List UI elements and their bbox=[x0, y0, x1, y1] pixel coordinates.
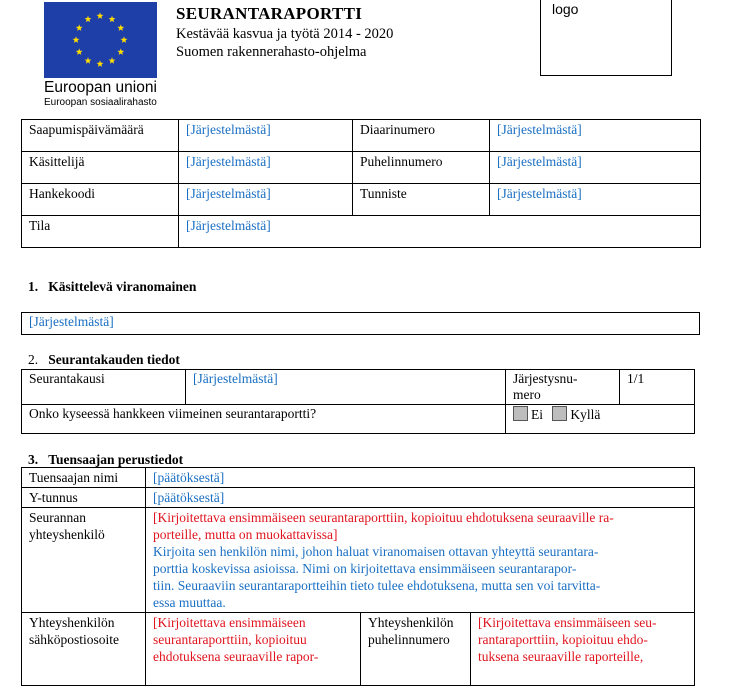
eu-star-icon bbox=[109, 16, 116, 23]
beneficiary-row bbox=[22, 613, 695, 686]
meta-value-field[interactable]: [Järjestelmästä] bbox=[179, 184, 353, 216]
instruction-text: porteille, mutta on muokattavissa] bbox=[153, 527, 338, 542]
option-kylla-label: Kyllä bbox=[570, 407, 601, 422]
beneficiary-label: Tuensaajan nimi bbox=[22, 468, 146, 488]
beneficiary-table bbox=[21, 467, 695, 686]
section-title: Seurantakauden tiedot bbox=[48, 352, 180, 367]
period-label: Seurantakausi bbox=[22, 370, 186, 405]
beneficiary-label bbox=[22, 508, 146, 613]
eu-star-icon bbox=[97, 60, 104, 67]
eu-star-icon bbox=[117, 48, 124, 55]
order-label-line: Järjestysnu- bbox=[513, 371, 578, 386]
label-line: sähköpostiosoite bbox=[29, 632, 119, 647]
section-title: Käsittelevä viranomainen bbox=[48, 279, 197, 294]
ytunnus-field[interactable]: [päätöksestä] bbox=[146, 488, 695, 508]
instruction-text: [Kirjoitettava ensimmäiseen seurantaraporttiin, kopioituu ehdotuksena seuraaville ra- bbox=[153, 510, 614, 525]
tila-value-field[interactable]: [Järjestelmästä] bbox=[179, 216, 701, 248]
meta-value-field[interactable]: [Järjestelmästä] bbox=[490, 120, 701, 152]
meta-row bbox=[22, 120, 701, 152]
eu-star-icon bbox=[76, 24, 83, 31]
help-text: essa muuttaa. bbox=[153, 595, 226, 610]
order-label bbox=[506, 370, 620, 405]
eu-star-icon bbox=[109, 57, 116, 64]
logo-placeholder bbox=[540, 0, 672, 76]
meta-table bbox=[21, 119, 701, 248]
meta-row bbox=[22, 152, 701, 184]
label-line: Yhteyshenkilön bbox=[368, 615, 454, 630]
instruction-text: [Kirjoitettava ensimmäiseen bbox=[153, 615, 306, 630]
beneficiary-row bbox=[22, 508, 695, 613]
label-line: Seurannan bbox=[29, 510, 86, 525]
meta-row-tila bbox=[22, 216, 701, 248]
eu-star-icon bbox=[76, 48, 83, 55]
instruction-text: seurantaraporttiin, kopioituu bbox=[153, 632, 307, 647]
meta-label: Käsittelijä bbox=[22, 152, 179, 184]
meta-row bbox=[22, 184, 701, 216]
meta-label: Diaarinumero bbox=[353, 120, 490, 152]
eu-stars-icon bbox=[44, 2, 157, 78]
order-label-line: mero bbox=[513, 387, 541, 402]
section-number: 2. bbox=[28, 352, 39, 367]
eu-star-icon bbox=[117, 24, 124, 31]
period-table bbox=[21, 369, 695, 434]
meta-value-field[interactable]: [Järjestelmästä] bbox=[490, 184, 701, 216]
meta-label: Hankekoodi bbox=[22, 184, 179, 216]
label-line: Yhteyshenkilön bbox=[29, 615, 115, 630]
instruction-text: [Kirjoitettava ensimmäiseen seu- bbox=[478, 615, 657, 630]
last-report-row bbox=[22, 405, 695, 434]
contact-person-field[interactable] bbox=[146, 508, 695, 613]
option-ei-label: Ei bbox=[531, 407, 543, 422]
eu-star-icon bbox=[97, 12, 104, 19]
eu-subtitle: Euroopan sosiaalirahasto bbox=[44, 97, 157, 108]
eu-star-icon bbox=[85, 16, 92, 23]
period-row bbox=[22, 370, 695, 405]
last-report-question: Onko kyseessä hankkeen viimeinen seurantaraportti? bbox=[22, 405, 506, 434]
section-1-heading bbox=[28, 279, 196, 295]
beneficiary-row bbox=[22, 468, 695, 488]
help-text: Kirjoita sen henkilön nimi, johon haluat viranomaisen ottavan yhteyttä seurantara- bbox=[153, 544, 599, 559]
program-name: Suomen rakennerahasto-ohjelma bbox=[176, 44, 367, 60]
checkbox-kylla[interactable] bbox=[552, 406, 567, 421]
beneficiary-row bbox=[22, 488, 695, 508]
page-title: SEURANTARAPORTTI bbox=[176, 4, 363, 23]
beneficiary-name-field[interactable]: [päätöksestä] bbox=[146, 468, 695, 488]
meta-label: Tila bbox=[22, 216, 179, 248]
meta-value-field[interactable]: [Järjestelmästä] bbox=[179, 152, 353, 184]
instruction-text: rantaraporttiin, kopioituu ehdo- bbox=[478, 632, 648, 647]
checkbox-ei[interactable] bbox=[513, 406, 528, 421]
last-report-options bbox=[506, 405, 695, 434]
authority-value: [Järjestelmästä] bbox=[29, 314, 114, 329]
meta-label: Puhelinnumero bbox=[353, 152, 490, 184]
meta-value-field[interactable]: [Järjestelmästä] bbox=[179, 120, 353, 152]
eu-star-icon bbox=[85, 57, 92, 64]
email-field[interactable] bbox=[146, 613, 361, 686]
section-title: Tuensaajan perustiedot bbox=[48, 452, 184, 467]
label-line: yhteyshenkilö bbox=[29, 527, 105, 542]
section-number: 3. bbox=[28, 452, 39, 467]
section-3-heading bbox=[28, 452, 183, 468]
label-line: puhelinnumero bbox=[368, 632, 450, 647]
instruction-text: ehdotuksena seuraaville rapor- bbox=[153, 649, 319, 664]
section-2-heading bbox=[28, 352, 180, 368]
order-value: 1/1 bbox=[620, 370, 695, 405]
logo-label: logo bbox=[552, 1, 579, 17]
period-value-field[interactable]: [Järjestelmästä] bbox=[186, 370, 506, 405]
eu-name: Euroopan unioni bbox=[44, 79, 157, 96]
beneficiary-label bbox=[22, 613, 146, 686]
help-text: porttia koskevissa asioissa. Nimi on kirjoitettava ensimmäiseen seurantarapor- bbox=[153, 561, 577, 576]
eu-flag-logo bbox=[44, 2, 157, 78]
help-text: tiin. Seuraaviin seurantaraportteihin tieto tulee ehdotuksena, mutta sen voi tarvitta- bbox=[153, 578, 601, 593]
beneficiary-label: Y-tunnus bbox=[22, 488, 146, 508]
program-period: Kestävää kasvua ja työtä 2014 - 2020 bbox=[176, 26, 394, 42]
eu-star-icon bbox=[121, 36, 128, 43]
meta-value-field[interactable]: [Järjestelmästä] bbox=[490, 152, 701, 184]
section-number: 1. bbox=[28, 279, 39, 294]
phone-field[interactable] bbox=[471, 613, 695, 686]
authority-field[interactable] bbox=[21, 312, 700, 335]
meta-label: Tunniste bbox=[353, 184, 490, 216]
meta-label: Saapumispäivämäärä bbox=[22, 120, 179, 152]
eu-star-icon bbox=[73, 36, 80, 43]
instruction-text: tuksena seuraaville raporteille, bbox=[478, 649, 644, 664]
beneficiary-label bbox=[361, 613, 471, 686]
